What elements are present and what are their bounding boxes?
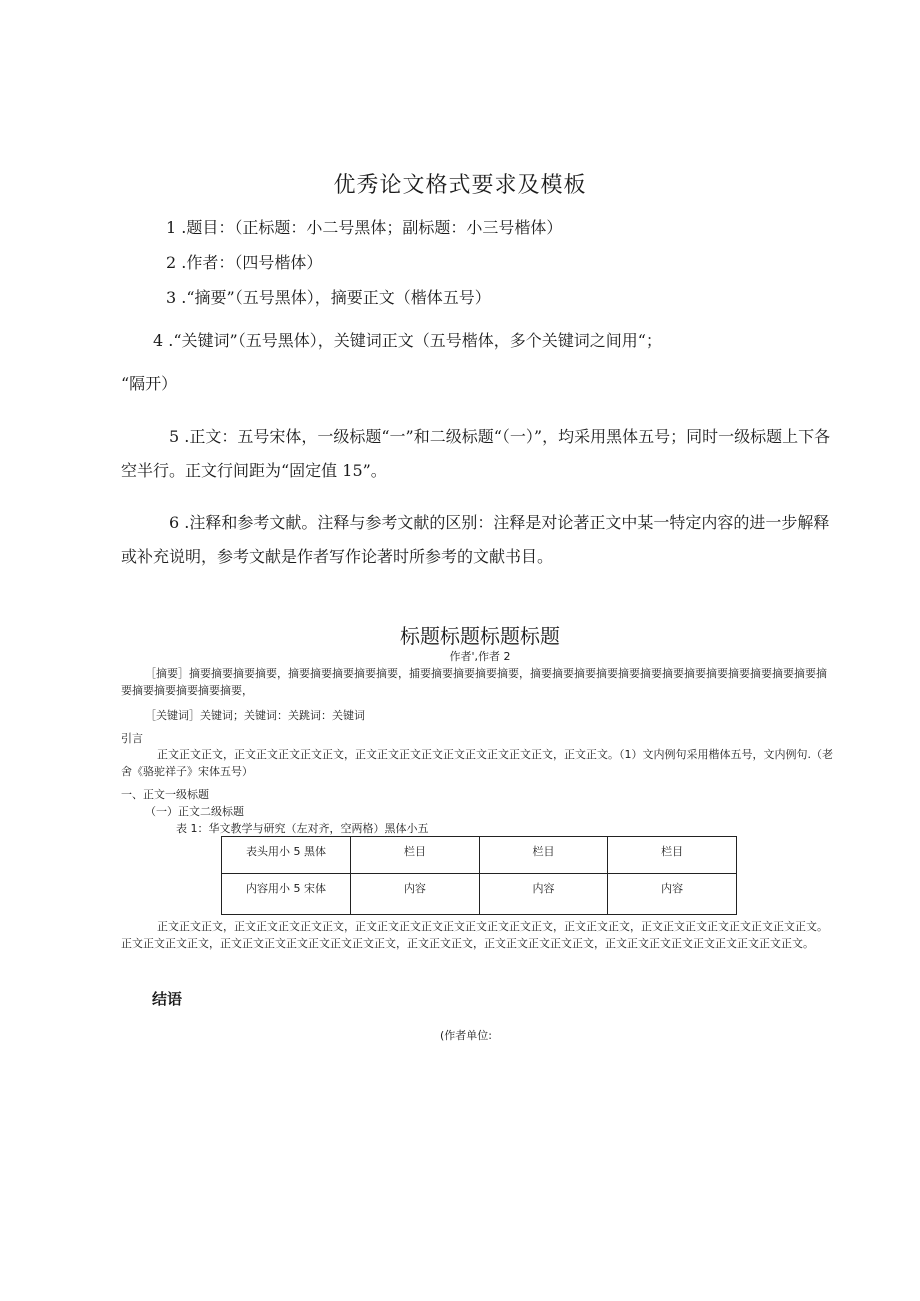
- conclusion-heading: 结语: [152, 990, 183, 1008]
- sample-table: [221, 836, 737, 915]
- requirement-4: 4 .“关键词”（五号黑体），关键词正文（五号楷体，多个关键词之间用“；: [153, 331, 662, 350]
- table-header-cell: 表头用小 5 黑体: [222, 837, 351, 874]
- intro-body: 正文正文正文，正文正文正文正文正文，正文正文正文正文正文正文正文正文正文，正文正文。（1）文内例句采用楷体五号，文内例句.（老舍《骆驼祥子》宋体五号）: [121, 748, 833, 778]
- table-cell: 内容用小 5 宋体: [222, 874, 351, 915]
- sample-abstract: ［摘要］摘要摘要摘要摘要，摘要摘要摘要摘要摘要，捕要摘要摘要摘要摘要，摘要摘要摘要摘要摘要摘要摘要摘要摘要摘要摘要摘要摘要摘要摘要摘要摘要摘要摘要，: [121, 667, 827, 697]
- table-cell: 内容: [351, 874, 480, 915]
- table-row: [222, 874, 737, 915]
- table-header-cell: 栏目: [351, 837, 480, 874]
- intro-heading: 引言: [121, 732, 143, 745]
- author-affiliation: (作者单位:: [440, 1029, 492, 1042]
- table-header-cell: 栏目: [608, 837, 737, 874]
- requirement-2: 2 .作者：（四号楷体）: [166, 253, 323, 272]
- table-header-cell: 栏目: [479, 837, 608, 874]
- sample-body-text: 正文正文正文，正文正文正文正文正文，正文正文正文正文正文正文正文正文正文，正文正文正文，正文正文正文正文正文正文正文正文。正文正文正文正文，正文正文正文正文正文正文正文正文，正文正文正文，正文正文正文正文正文，正文正文正文正文正文正文正文正文正文。: [121, 920, 828, 950]
- level1-heading: 一、正文一级标题: [121, 788, 209, 801]
- table-caption: 表 1：华文教学与研究（左对齐，空两格）黑体小五: [176, 822, 429, 835]
- sample-keywords: ［关键词］关键词；关键词：关跳词：关键词: [145, 709, 365, 722]
- requirement-6: 6 .注释和参考文献。注释与参考文献的区别：注释是对论著正文中某一特定内容的进一步解释或补充说明，参考文献是作者写作论著时所参考的文献书目。: [121, 513, 830, 566]
- requirement-3: 3 .“摘要”（五号黑体），摘要正文（楷体五号）: [166, 288, 491, 307]
- requirement-1: 1 .题目：（正标题：小二号黑体；副标题：小三号楷体）: [166, 218, 563, 237]
- requirement-5: 5 .正文：五号宋体，一级标题“一”和二级标题“（一）”，均采用黑体五号；同时一级标题上下各空半行。正文行间距为“固定值 15”。: [121, 427, 831, 480]
- table-cell: 内容: [479, 874, 608, 915]
- document-title: 优秀论文格式要求及模板: [333, 173, 587, 198]
- sample-authors: 作者',作者 2: [449, 650, 511, 663]
- table-cell: 内容: [608, 874, 737, 915]
- table-header-row: [222, 837, 737, 874]
- requirement-4-continued: “隔开）: [121, 374, 178, 393]
- level2-heading: （一）正文二级标题: [145, 805, 244, 818]
- sample-title: 标题标题标题标题: [400, 624, 560, 648]
